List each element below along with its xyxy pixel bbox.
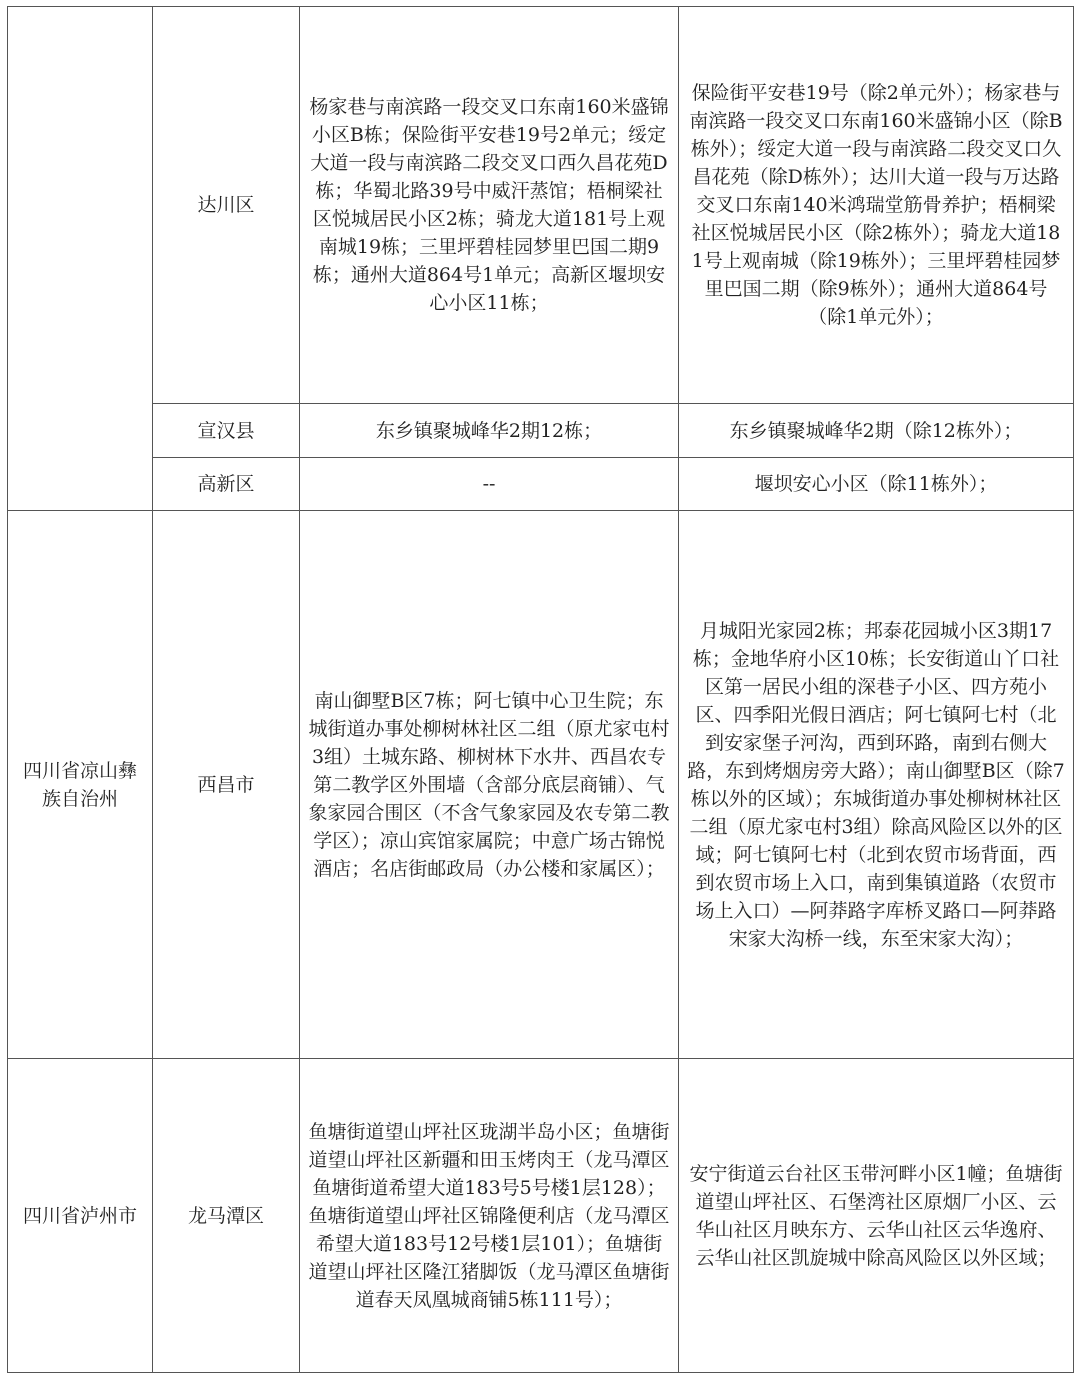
district-cell: 西昌市 bbox=[153, 511, 300, 1059]
city-cell bbox=[8, 7, 153, 511]
high-risk-cell: 南山御墅B区7栋；阿七镇中心卫生院；东城街道办事处柳树林社区二组（原尤家屯村3组）土城东路、柳树林下水井、西昌农专第二教学区外围墙（含部分底层商铺）、气象家园合围区（不含气象家园及农专第二教学区）；凉山宾馆家属院；中意广场古锦悦酒店；名店街邮政局（办公楼和家属区）； bbox=[300, 511, 679, 1059]
table-row bbox=[8, 511, 1074, 1059]
district-cell: 达川区 bbox=[153, 7, 300, 404]
table-row bbox=[8, 7, 1074, 404]
medium-risk-cell: 保险街平安巷19号（除2单元外）；杨家巷与南滨路一段交叉口东南160米盛锦小区（除B栋外）；绥定大道一段与南滨路二段交叉口久昌花苑（除D栋外）；达川大道一段与万达路交叉口东南140米鸿瑞堂筋骨养护；梧桐梁社区悦城居民小区（除2栋外）；骑龙大道181号上观南城（除19栋外）；三里坪碧桂园梦里巴国二期（除9栋外）；通州大道864号（除1单元外）； bbox=[679, 7, 1074, 404]
high-risk-cell: 东乡镇聚城峰华2期12栋； bbox=[300, 404, 679, 458]
district-cell: 高新区 bbox=[153, 458, 300, 511]
city-cell: 四川省凉山彝族自治州 bbox=[8, 511, 153, 1059]
medium-risk-cell: 月城阳光家园2栋；邦泰花园城小区3期17栋；金地华府小区10栋；长安街道山丫口社区第一居民小组的深巷子小区、四方苑小区、四季阳光假日酒店；阿七镇阿七村（北到安家堡子河沟，西到环路，南到右侧大路，东到烤烟房旁大路）；南山御墅B区（除7栋以外的区域）；东城街道办事处柳树林社区二组（原尤家屯村3组）除高风险区以外的区域；阿七镇阿七村（北到农贸市场背面，西到农贸市场上入口，南到集镇道路（农贸市场上入口）—阿莽路字库桥叉路口—阿莽路宋家大沟桥一线，东至宋家大沟）； bbox=[679, 511, 1074, 1059]
district-cell: 宣汉县 bbox=[153, 404, 300, 458]
high-risk-cell: 杨家巷与南滨路一段交叉口东南160米盛锦小区B栋；保险街平安巷19号2单元；绥定大道一段与南滨路二段交叉口西久昌花苑D栋；华蜀北路39号中威汗蒸馆；梧桐梁社区悦城居民小区2栋；骑龙大道181号上观南城19栋；三里坪碧桂园梦里巴国二期9栋；通州大道864号1单元；高新区堰坝安心小区11栋； bbox=[300, 7, 679, 404]
city-cell: 四川省泸州市 bbox=[8, 1059, 153, 1373]
medium-risk-cell: 东乡镇聚城峰华2期（除12栋外）； bbox=[679, 404, 1074, 458]
district-cell: 龙马潭区 bbox=[153, 1059, 300, 1373]
table-row bbox=[8, 404, 1074, 458]
high-risk-cell: -- bbox=[300, 458, 679, 511]
table-row bbox=[8, 1059, 1074, 1373]
medium-risk-cell: 堰坝安心小区（除11栋外）； bbox=[679, 458, 1074, 511]
high-risk-cell: 鱼塘街道望山坪社区珑湖半岛小区；鱼塘街道望山坪社区新疆和田玉烤肉王（龙马潭区鱼塘街道希望大道183号5号楼1层128）；鱼塘街道望山坪社区锦隆便利店（龙马潭区希望大道183号12号楼1层101）；鱼塘街道望山坪社区隆江猪脚饭（龙马潭区鱼塘街道春天凤凰城商铺5栋111号）； bbox=[300, 1059, 679, 1373]
medium-risk-cell: 安宁街道云台社区玉带河畔小区1幢；鱼塘街道望山坪社区、石堡湾社区原烟厂小区、云华山社区月映东方、云华山社区云华逸府、云华山社区凯旋城中除高风险区以外区域； bbox=[679, 1059, 1074, 1373]
risk-area-table bbox=[7, 6, 1074, 1373]
table-row bbox=[8, 458, 1074, 511]
